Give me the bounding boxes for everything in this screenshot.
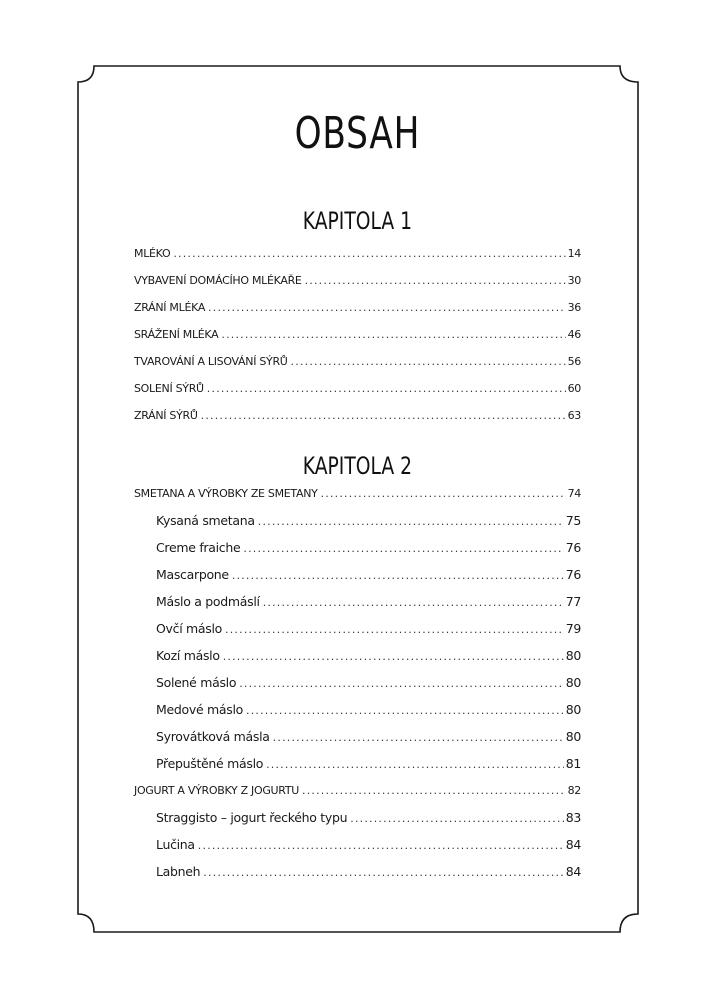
toc-entry[interactable] <box>134 243 581 270</box>
toc-entry-label: Medové máslo <box>156 702 243 717</box>
toc-entry-label: Syrovátková másla <box>156 729 270 744</box>
toc-entry[interactable] <box>134 270 581 297</box>
toc-entry-page: 46 <box>567 328 581 341</box>
toc-entry-page: 79 <box>565 621 581 636</box>
toc-entry-page: 76 <box>565 540 581 555</box>
chapter-1-heading: KAPITOLA 1 <box>302 207 413 235</box>
toc-entry-page: 36 <box>567 301 581 314</box>
dot-leader <box>273 727 564 749</box>
toc-entry-label: MLÉKO <box>134 247 171 260</box>
toc-entry-label: SMETANA A VÝROBKY ZE SMETANY <box>134 487 318 500</box>
toc-entry-label: Kozí máslo <box>156 648 220 663</box>
dot-leader <box>258 511 564 533</box>
dot-leader <box>239 673 563 695</box>
dot-leader <box>266 754 564 776</box>
dot-leader <box>203 862 563 884</box>
page-title: OBSAH <box>294 108 421 159</box>
toc-entry-page: 74 <box>567 487 581 500</box>
chapter-2-toc <box>134 483 581 888</box>
toc-entry-page: 14 <box>567 247 581 260</box>
toc-entry-page: 84 <box>565 837 581 852</box>
toc-subentry[interactable] <box>134 645 581 672</box>
toc-entry-page: 30 <box>567 274 581 287</box>
dot-leader <box>232 565 564 587</box>
toc-entry-page: 75 <box>565 513 581 528</box>
toc-entry-label: Solené máslo <box>156 675 237 690</box>
dot-leader <box>221 324 565 346</box>
toc-entry-label: ZRÁNÍ SÝRŮ <box>134 409 198 422</box>
toc-entry-page: 80 <box>565 729 581 744</box>
chapter-1-toc <box>134 243 581 432</box>
dot-leader <box>198 835 564 857</box>
toc-entry-label: Máslo a podmáslí <box>156 594 260 609</box>
toc-entry-page: 84 <box>565 864 581 879</box>
toc-subentry[interactable] <box>134 672 581 699</box>
toc-entry-page: 83 <box>565 810 581 825</box>
dot-leader <box>207 378 566 400</box>
toc-entry[interactable] <box>134 351 581 378</box>
toc-entry-page: 60 <box>567 382 581 395</box>
dot-leader <box>246 700 564 722</box>
toc-entry-label: TVAROVÁNÍ A LISOVÁNÍ SÝRŮ <box>134 355 288 368</box>
toc-entry-label: Lučina <box>156 837 195 852</box>
toc-entry[interactable] <box>134 405 581 432</box>
toc-subentry[interactable] <box>134 753 581 780</box>
toc-entry-label: JOGURT A VÝROBKY Z JOGURTU <box>134 784 300 797</box>
dot-leader <box>305 270 566 292</box>
toc-subentry[interactable] <box>134 564 581 591</box>
toc-subentry[interactable] <box>134 807 581 834</box>
toc-entry-page: 56 <box>567 355 581 368</box>
dot-leader <box>225 619 564 641</box>
dot-leader <box>263 592 564 614</box>
toc-entry-label: VYBAVENÍ DOMÁCÍHO MLÉKAŘE <box>134 274 302 287</box>
dot-leader <box>243 538 563 560</box>
toc-subentry[interactable] <box>134 726 581 753</box>
toc-entry-page: 80 <box>565 648 581 663</box>
toc-subentry[interactable] <box>134 618 581 645</box>
toc-entry-label: Ovčí máslo <box>156 621 223 636</box>
dot-leader <box>291 351 566 373</box>
dot-leader <box>321 483 566 505</box>
toc-entry-label: Straggisto – jogurt řeckého typu <box>156 810 348 825</box>
toc-entry-page: 77 <box>565 594 581 609</box>
toc-entry-label: Přepuštěné máslo <box>156 756 264 771</box>
toc-entry-page: 81 <box>565 756 581 771</box>
dot-leader <box>302 780 566 802</box>
toc-entry[interactable] <box>134 780 581 807</box>
toc-entry-page: 80 <box>565 675 581 690</box>
toc-entry[interactable] <box>134 297 581 324</box>
toc-entry-page: 80 <box>565 702 581 717</box>
toc-subentry[interactable] <box>134 834 581 861</box>
toc-entry-label: SRÁŽENÍ MLÉKA <box>134 328 219 341</box>
toc-subentry[interactable] <box>134 510 581 537</box>
toc-entry[interactable] <box>134 324 581 351</box>
toc-entry-label: SOLENÍ SÝRŮ <box>134 382 204 395</box>
toc-entry-page: 82 <box>567 784 581 797</box>
toc-entry-page: 76 <box>565 567 581 582</box>
toc-entry-label: Mascarpone <box>156 567 229 582</box>
dot-leader <box>350 808 563 830</box>
dot-leader <box>201 405 566 427</box>
toc-entry-label: Labneh <box>156 864 201 879</box>
toc-subentry[interactable] <box>134 699 581 726</box>
toc-entry-label: ZRÁNÍ MLÉKA <box>134 301 206 314</box>
toc-entry[interactable] <box>134 483 581 510</box>
toc-entry-label: Kysaná smetana <box>156 513 255 528</box>
toc-entry-label: Creme fraiche <box>156 540 241 555</box>
toc-subentry[interactable] <box>134 591 581 618</box>
toc-entry[interactable] <box>134 378 581 405</box>
dot-leader <box>223 646 564 668</box>
chapter-2-heading: KAPITOLA 2 <box>302 452 413 480</box>
toc-subentry[interactable] <box>134 861 581 888</box>
toc-subentry[interactable] <box>134 537 581 564</box>
dot-leader <box>208 297 566 319</box>
toc-entry-page: 63 <box>567 409 581 422</box>
dot-leader <box>173 243 565 265</box>
